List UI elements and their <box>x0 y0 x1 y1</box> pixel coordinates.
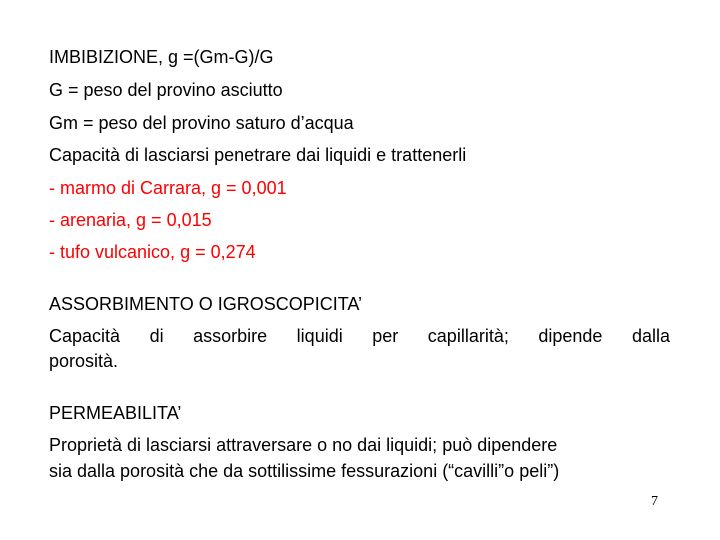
example-marmo: - marmo di Carrara, g = 0,001 <box>49 178 287 198</box>
assorbimento-line-1: Capacità di assorbire liquidi per capillarità; dipende dalla <box>49 326 670 346</box>
imbibizione-description: Capacità di lasciarsi penetrare dai liquidi e trattenerli <box>49 145 467 165</box>
assorbimento-title: ASSORBIMENTO O IGROSCOPICITA’ <box>49 294 363 314</box>
example-arenaria: - arenaria, g = 0,015 <box>49 210 212 230</box>
assorbimento-line-2: porosità. <box>49 351 119 371</box>
page-number: 7 <box>651 494 658 509</box>
example-tufo: - tufo vulcanico, g = 0,274 <box>49 242 256 262</box>
permeabilita-title: PERMEABILITA’ <box>49 403 182 423</box>
permeabilita-line-1: Proprietà di lasciarsi attraversare o no dai liquidi; può dipendere <box>49 435 558 455</box>
imbibizione-title: IMBIBIZIONE, g =(Gm-G)/G <box>49 47 274 67</box>
permeabilita-line-2: sia dalla porosità che da sottilissime fessurazioni (“cavilli”o peli”) <box>49 461 560 481</box>
imbibizione-def-g: G = peso del provino asciutto <box>49 80 283 100</box>
imbibizione-def-gm: Gm = peso del provino saturo d’acqua <box>49 113 354 133</box>
